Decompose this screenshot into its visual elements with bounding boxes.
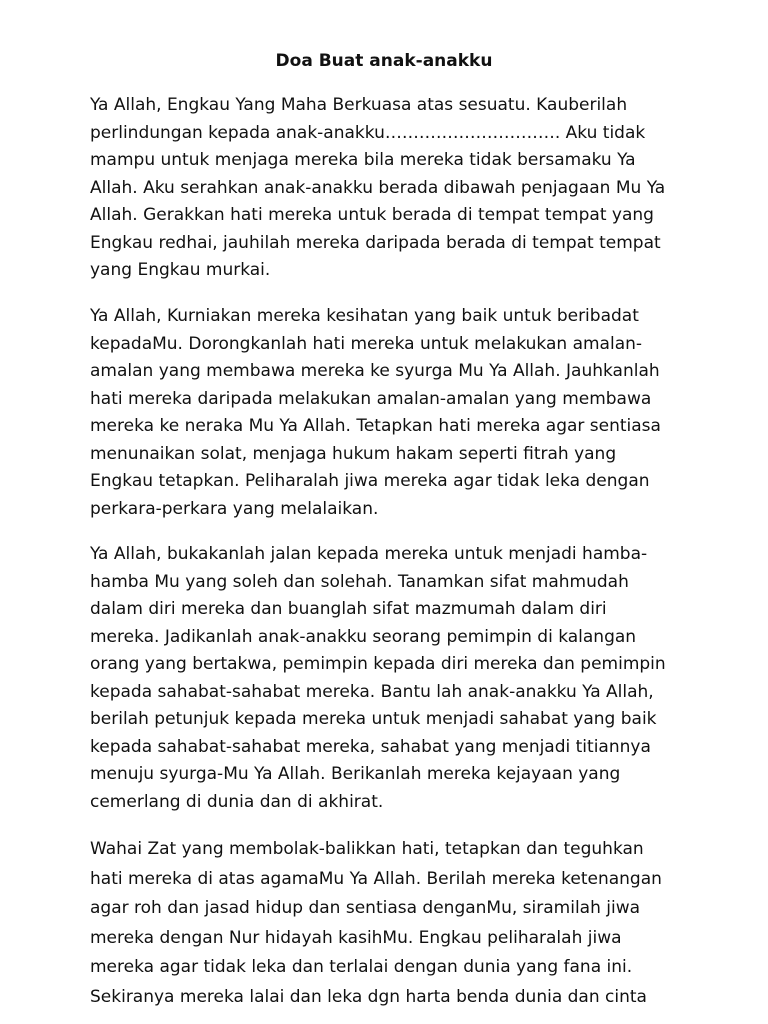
document-title: Doa Buat anak-anakku [275, 51, 493, 71]
text-line: mereka ke neraka Mu Ya Allah. Tetapkan hati mereka agar sentiasa [90, 416, 661, 436]
text-line: Allah. Gerakkan hati mereka untuk berada di tempat tempat yang [90, 205, 654, 225]
text-line: kepadaMu. Dorongkanlah hati mereka untuk melakukan amalan- [90, 333, 643, 354]
paragraph-1 [90, 92, 665, 285]
text-line: orang yang bertakwa, pemimpin kepada diri mereka dan pemimpin [90, 654, 666, 674]
text-line: Engkau redhai, jauhilah mereka daripada berada di tempat tempat [90, 232, 661, 253]
text-line: hati mereka di atas agamaMu Ya Allah. Berilah mereka ketenangan [90, 868, 662, 889]
text-line: mereka agar tidak leka dan terlalai dengan dunia yang fana ini. [90, 957, 633, 977]
text-line: Ya Allah, bukakanlah jalan kepada mereka untuk menjadi hamba- [90, 544, 648, 564]
text-line: cemerlang di dunia dan di akhirat. [90, 791, 384, 812]
text-line: mampu untuk menjaga mereka bila mereka tidak bersamaku Ya [90, 150, 636, 170]
paragraph-4 [90, 835, 662, 1012]
text-line: perlindungan kepada anak-anakku…………………………. Aku tidak [90, 122, 646, 143]
text-line: kepada sahabat-sahabat mereka. Bantu lah anak-anakku Ya Allah, [90, 681, 654, 702]
text-line: hamba Mu yang soleh dan solehah. Tanamkan sifat mahmudah [90, 571, 629, 592]
text-line: kepada sahabat-sahabat mereka, sahabat yang menjadi titiannya [90, 736, 651, 757]
text-line: Ya Allah, Kurniakan mereka kesihatan yang baik untuk beribadat [90, 306, 639, 326]
text-line: Engkau tetapkan. Peliharalah jiwa mereka agar tidak leka dengan [90, 471, 650, 491]
paragraph-3 [90, 541, 666, 816]
text-line: agar roh dan jasad hidup dan sentiasa denganMu, siramilah jiwa [90, 898, 641, 918]
text-line: amalan yang membawa mereka ke syurga Mu Ya Allah. Jauhkanlah [90, 361, 660, 381]
text-line: hati mereka daripada melakukan amalan-amalan yang membawa [90, 388, 652, 409]
text-line: mereka dengan Nur hidayah kasihMu. Engkau peliharalah jiwa [90, 927, 622, 948]
text-line: menunaikan solat, menjaga hukum hakam seperti fitrah yang [90, 443, 617, 464]
text-line: menuju syurga-Mu Ya Allah. Berikanlah mereka kejayaan yang [90, 764, 621, 784]
text-line: dalam diri mereka dan buanglah sifat mazmumah dalam diri [90, 599, 607, 619]
paragraph-2 [90, 303, 661, 523]
text-line: Ya Allah, Engkau Yang Maha Berkuasa atas sesuatu. Kauberilah [90, 95, 628, 115]
text-line: berilah petunjuk kepada mereka untuk menjadi sahabat yang baik [90, 709, 657, 729]
text-line: Wahai Zat yang membolak-balikkan hati, tetapkan dan teguhkan [90, 839, 644, 859]
text-line: Sekiranya mereka lalai dan leka dgn harta benda dunia dan cinta [90, 986, 647, 1007]
text-line: mereka. Jadikanlah anak-anakku seorang pemimpin di kalangan [90, 626, 637, 647]
text-line: Allah. Aku serahkan anak-anakku berada dibawah penjagaan Mu Ya [90, 177, 666, 198]
text-line: yang Engkau murkai. [90, 260, 271, 280]
text-line: perkara-perkara yang melalaikan. [90, 498, 379, 519]
